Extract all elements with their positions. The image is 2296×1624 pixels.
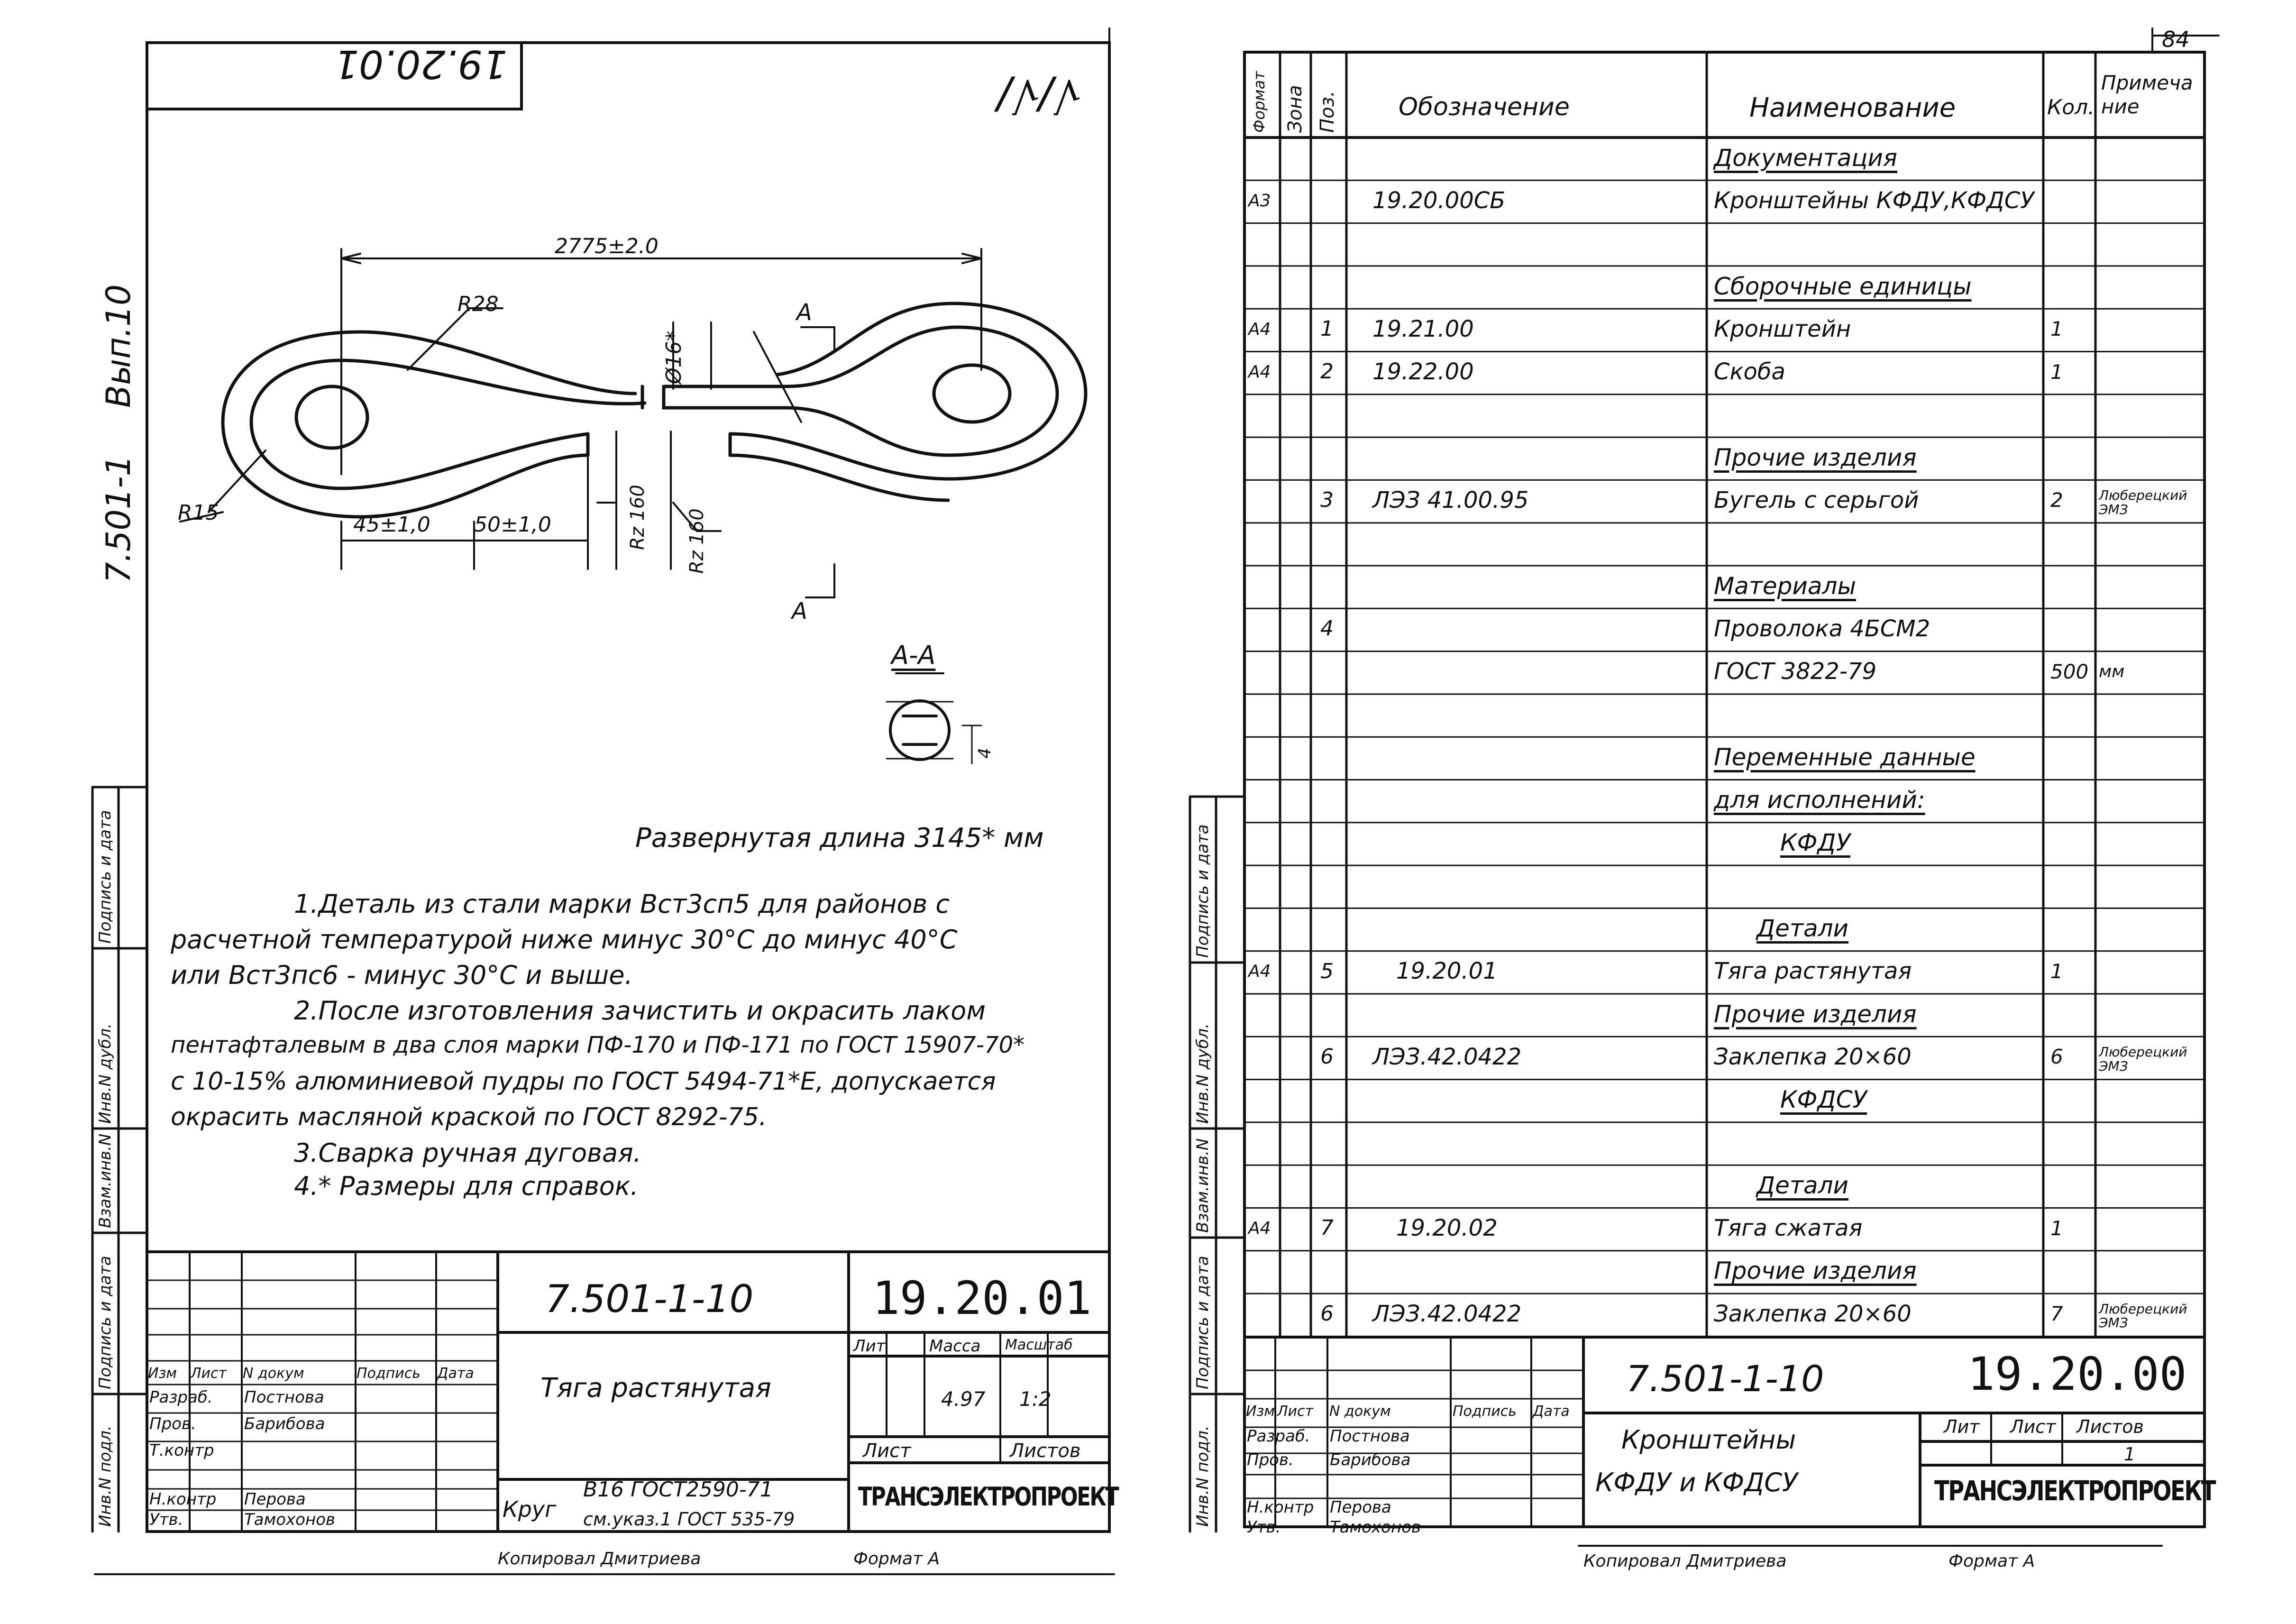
spec-row (1244, 1251, 2205, 1294)
sheet-label: Лист (863, 1440, 911, 1462)
spec-row (1244, 1037, 2205, 1079)
stamp-inv-dubl: Инв.N дубл. (96, 1023, 115, 1124)
stamp-inv-podl-r: Инв.N подл. (1193, 1425, 1212, 1527)
assembly-name-2: КФДУ и КФДСУ (1595, 1468, 1798, 1497)
name-utv-r: Тамохонов (1330, 1518, 1421, 1537)
col-ndokum: N докум (243, 1365, 304, 1382)
spec-pos-cell: 4 (1320, 616, 1334, 641)
spec-name-cell: Тяга сжатая (1714, 1215, 1863, 1242)
col-podpis: Подпись (357, 1365, 421, 1382)
scale-value: 1:2 (1019, 1387, 1052, 1411)
spec-pos-cell: 6 (1320, 1045, 1334, 1069)
spec-designation-cell: 19.22.00 (1372, 358, 1474, 385)
spec-qty-cell: 1 (2050, 959, 2063, 983)
spec-name-cell: Сборочные единицы (1714, 272, 1972, 300)
col-ndokum-r: N докум (1329, 1403, 1391, 1420)
spec-format-cell: А4 (1248, 362, 1271, 382)
format-label-r: Формат А (1948, 1551, 2035, 1571)
assembly-name-1: Кронштейны (1621, 1425, 1796, 1455)
sheets-value-r: 1 (2124, 1444, 2136, 1465)
spec-designation-cell: ЛЭЗ.42.0422 (1372, 1300, 1522, 1327)
name-utv: Тамохонов (244, 1510, 336, 1529)
stamp-vzam-r: Взам.инв.N (1193, 1138, 1212, 1233)
note-line: или Вст3пс6 - минус 30°С и выше. (171, 960, 633, 990)
name-nkontr-r: Перова (1330, 1498, 1391, 1517)
name-razrab: Постнова (244, 1388, 324, 1407)
role-nkontr: Н.контр (149, 1490, 217, 1509)
spec-name-cell: Бугель с серьгой (1714, 487, 1919, 514)
lit-label-r: Лит (1944, 1416, 1980, 1437)
company-name-r: ТРАНСЭЛЕКТРОПРОЕКТ (1934, 1475, 2215, 1507)
developed-length: Развернутая длина 3145* мм (635, 823, 1044, 853)
spec-qty-cell: 500 (2050, 660, 2089, 683)
spec-note-cell: Люберецкий ЭМЗ (2099, 487, 2187, 517)
note-line: 1.Деталь из стали марки Вст3сп5 для районов с (294, 889, 950, 919)
col-list-r: Лист (1277, 1403, 1314, 1420)
material-prefix: Круг (503, 1496, 557, 1522)
role-prov: Пров. (149, 1414, 196, 1433)
spec-pos-cell: 5 (1320, 959, 1334, 983)
spec-pos-cell: 1 (1320, 317, 1334, 341)
dim-rz-1: Rz 160 (627, 485, 649, 550)
stamp-inv-dubl-r: Инв.N дубл. (1193, 1023, 1212, 1124)
spec-format-cell: А4 (1248, 1218, 1271, 1238)
spec-name-cell: Прочие изделия (1714, 1000, 1917, 1028)
doc-number-r: 19.20.00 (1967, 1348, 2187, 1401)
sheet-number: 84 (2162, 27, 2190, 52)
dim-rz-2: Rz 160 (686, 508, 708, 574)
note-line: 3.Сварка ручная дуговая. (294, 1138, 641, 1168)
spec-name-cell: Детали (1756, 1171, 1849, 1199)
spec-row (1244, 480, 2205, 523)
spec-name-cell: КФДСУ (1780, 1086, 1867, 1114)
section-mark-a-bottom: А (792, 598, 807, 624)
doc-number: 19.20.01 (872, 1272, 1092, 1325)
spec-name-cell: Заклепка 20×60 (1714, 1300, 1912, 1327)
sheet-label-r: Лист (2010, 1416, 2056, 1437)
roughness-mark: √/√/ (997, 70, 1081, 120)
spec-row (1244, 951, 2205, 994)
spec-row (1244, 523, 2205, 566)
spec-designation-cell: 19.20.01 (1396, 958, 1498, 985)
spec-designation-cell: ЛЭЗ 41.00.95 (1372, 487, 1529, 514)
name-prov: Барибова (244, 1414, 325, 1433)
role-tkontr: Т.контр (149, 1441, 214, 1460)
format-label: Формат А (853, 1549, 940, 1569)
part-name: Тяга растянутая (540, 1373, 771, 1404)
doc-code: 7.501-1-10 (545, 1277, 754, 1321)
spec-note-cell: Люберецкий ЭМЗ (2099, 1301, 2187, 1331)
spec-name-cell: ГОСТ 3822-79 (1714, 658, 1877, 685)
spec-row (1244, 694, 2205, 737)
lit-label: Лит (853, 1337, 886, 1356)
name-nkontr: Перова (244, 1490, 306, 1509)
stamp-podpis-1-r: Подпись и дата (1193, 1256, 1212, 1389)
hdr-pos: Поз. (1317, 91, 1338, 133)
spec-row (1244, 1294, 2205, 1336)
role-razrab-r: Разраб. (1247, 1427, 1310, 1446)
section-mark-a-top: А (796, 299, 812, 326)
scale-label: Масштаб (1005, 1337, 1073, 1353)
copied-by: Копировал Дмитриева (498, 1549, 701, 1569)
spec-name-cell: Переменные данные (1714, 743, 1976, 771)
spec-qty-cell: 2 (2050, 488, 2063, 512)
note-line: пентафталевым в два слоя марки ПФ-170 и ПФ-171 по ГОСТ 15907-70* (171, 1032, 1025, 1058)
spec-pos-cell: 2 (1320, 359, 1334, 384)
spec-designation-cell: 19.20.02 (1396, 1215, 1498, 1242)
spec-name-cell: Прочие изделия (1714, 1257, 1917, 1285)
spec-name-cell: Кронштейн (1714, 315, 1851, 342)
spec-row (1244, 1122, 2205, 1165)
spec-name-cell: Заклепка 20×60 (1714, 1044, 1912, 1071)
corner-code: 19.20.01 (334, 41, 507, 86)
mass-label: Масса (929, 1337, 981, 1356)
spec-qty-cell: 1 (2050, 1216, 2063, 1240)
spec-qty-cell: 1 (2050, 317, 2063, 341)
stamp-podpis-1: Подпись и дата (96, 1256, 115, 1389)
spec-name-cell: Детали (1756, 915, 1849, 943)
company-name: ТРАНСЭЛЕКТРОПРОЕКТ (858, 1482, 1118, 1512)
dim-r28: R28 (457, 292, 499, 316)
spec-row (1244, 266, 2205, 309)
note-line: окрасить масляной краской по ГОСТ 8292-75. (171, 1103, 767, 1131)
stamp-vzam: Взам.инв.N (96, 1133, 115, 1228)
spec-row (1244, 437, 2205, 480)
spec-designation-cell: ЛЭЗ.42.0422 (1372, 1044, 1522, 1071)
sheets-label: Листов (1010, 1440, 1081, 1462)
spec-row (1244, 1165, 2205, 1208)
copied-by-r: Копировал Дмитриева (1583, 1551, 1787, 1571)
spec-row (1244, 180, 2205, 223)
role-utv-r: Утв. (1247, 1518, 1281, 1537)
note-line: расчетной температурой ниже минус 30°С до минус 40°С (171, 925, 958, 954)
spec-qty-cell: 7 (2050, 1302, 2063, 1326)
hdr-zone: Зона (1284, 85, 1306, 133)
spec-name-cell: Скоба (1714, 358, 1785, 385)
spec-name-cell: КФДУ (1780, 829, 1851, 857)
series-label: 7.501-1 (99, 455, 138, 583)
spec-row (1244, 223, 2205, 266)
section-title: А-А (891, 640, 936, 670)
stamp-podpis-2-r: Подпись и дата (1193, 824, 1212, 958)
name-razrab-r: Постнова (1330, 1427, 1410, 1446)
spec-pos-cell: 6 (1320, 1302, 1334, 1326)
spec-note-cell: мм (2099, 661, 2125, 681)
spec-pos-cell: 3 (1320, 488, 1334, 513)
spec-name-cell: Документация (1714, 144, 1897, 172)
role-utv: Утв. (149, 1510, 183, 1529)
spec-name-cell: Проволока 4БСМ2 (1714, 615, 1930, 642)
col-list: Лист (191, 1365, 227, 1382)
doc-code-r: 7.501-1-10 (1626, 1358, 1824, 1400)
note-line: 2.После изготовления зачистить и окрасить лаком (294, 996, 986, 1026)
spec-name-cell: для исполнений: (1714, 786, 1925, 814)
spec-row (1244, 994, 2205, 1037)
spec-qty-cell: 6 (2050, 1045, 2063, 1069)
col-data: Дата (437, 1365, 474, 1382)
spec-qty-cell: 1 (2050, 360, 2063, 384)
dim-diameter: Ø16* (662, 330, 686, 384)
note-line: 4.* Размеры для справок. (294, 1171, 639, 1201)
spec-row (1244, 566, 2205, 608)
spec-row (1244, 908, 2205, 951)
hdr-designation: Обозначение (1399, 93, 1570, 121)
spec-format-cell: А4 (1248, 319, 1271, 339)
spec-name-cell: Прочие изделия (1714, 443, 1917, 471)
spec-row (1244, 651, 2205, 694)
spec-row (1244, 608, 2205, 651)
col-izm: Изм (148, 1365, 177, 1382)
spec-row (1244, 1208, 2205, 1251)
spec-name-cell: Кронштейны КФДУ,КФДСУ (1714, 187, 2034, 214)
dim-45: 45±1,0 (353, 513, 430, 537)
section-dim: 4 (975, 748, 995, 759)
dim-50: 50±1,0 (474, 513, 551, 537)
stamp-inv-podl: Инв.N подл. (96, 1425, 115, 1527)
spec-row (1244, 1080, 2205, 1122)
spec-note-cell: Люберецкий ЭМЗ (2099, 1044, 2187, 1074)
spec-row (1244, 780, 2205, 823)
col-izm-r: Изм (1246, 1403, 1275, 1420)
role-prov-r: Пров. (1247, 1450, 1294, 1469)
mass-value: 4.97 (941, 1387, 986, 1411)
spec-row (1244, 737, 2205, 780)
stamp-podpis-2: Подпись и дата (96, 810, 115, 944)
spec-name-cell: Тяга растянутая (1714, 958, 1912, 985)
spec-pos-cell: 7 (1320, 1216, 1334, 1240)
material-line1: В16 ГОСТ2590-71 (583, 1477, 773, 1502)
note-line: с 10-15% алюминиевой пудры по ГОСТ 5494-71*Е, допускается (171, 1067, 996, 1096)
col-podpis-r: Подпись (1453, 1403, 1517, 1420)
spec-designation-cell: 19.20.00СБ (1372, 187, 1506, 214)
col-data-r: Дата (1533, 1403, 1570, 1420)
spec-format-cell: А3 (1248, 191, 1271, 211)
spec-name-cell: Материалы (1714, 572, 1856, 600)
material-line2: см.указ.1 ГОСТ 535-79 (583, 1509, 795, 1530)
dim-total: 2775±2.0 (555, 234, 659, 258)
hdr-note: Примечание (2101, 71, 2193, 119)
hdr-format: Формат (1250, 71, 1268, 133)
issue-label: Вып.10 (99, 284, 138, 408)
spec-row (1244, 352, 2205, 395)
dim-r15: R15 (178, 501, 219, 525)
spec-row (1244, 865, 2205, 908)
spec-row (1244, 138, 2205, 180)
spec-row (1244, 823, 2205, 865)
name-prov-r: Барибова (1330, 1450, 1411, 1469)
spec-designation-cell: 19.21.00 (1372, 315, 1474, 342)
role-razrab: Разраб. (149, 1388, 213, 1407)
hdr-qty: Кол. (2047, 95, 2095, 119)
role-nkontr-r: Н.контр (1247, 1498, 1314, 1517)
spec-row (1244, 309, 2205, 351)
spec-format-cell: А4 (1248, 962, 1271, 982)
spec-row (1244, 395, 2205, 437)
hdr-name: Наименование (1749, 92, 1956, 123)
sheets-label-r: Листов (2076, 1416, 2144, 1437)
